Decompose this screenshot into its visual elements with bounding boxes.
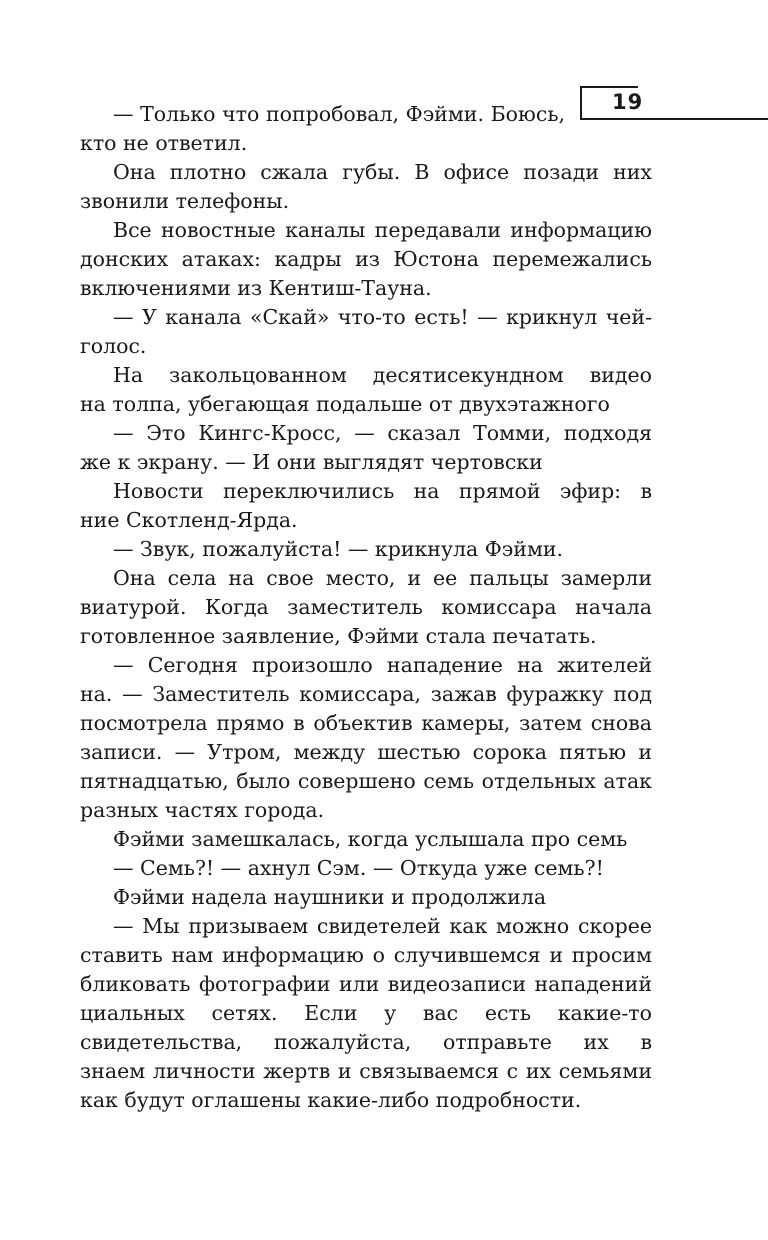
text-line: Новости переключились на прямой эфир: в	[113, 479, 652, 503]
text-line: на. — Заместитель комиссара, зажав фуражку под	[80, 682, 652, 706]
text-line: — Семь?! — ахнул Сэм. — Откуда уже семь?!	[113, 856, 604, 880]
text-line: посмотрела прямо в объектив камеры, затем снова	[80, 711, 652, 735]
text-line: — Сегодня произошло нападение на жителей	[113, 653, 652, 677]
page-number: 19	[612, 90, 644, 114]
text-line: виатурой. Когда заместитель комиссара начала	[80, 595, 652, 619]
body-text	[80, 100, 652, 1115]
text-line: — Звук, пожалуйста! — крикнула Фэйми.	[113, 537, 564, 561]
text-line: кто не ответил.	[80, 131, 248, 155]
text-line: бликовать фотографии или видеозаписи нападений	[80, 972, 652, 996]
text-line: включениями из Кентиш-Тауна.	[80, 276, 432, 300]
text-line: Фэйми надела наушники и продолжила	[113, 885, 547, 909]
text-line: голос.	[80, 334, 147, 358]
text-line: пятнадцатью, было совершено семь отдельных атак	[80, 769, 652, 793]
text-line: ставить нам информацию о случившемся и просим	[80, 943, 652, 967]
text-line: на толпа, убегающая подальше от двухэтажного	[80, 392, 610, 416]
text-line: циальных сетях. Если у вас есть какие-то	[80, 1001, 652, 1025]
text-line: записи. — Утром, между шестью сорока пятью и	[80, 740, 652, 764]
text-line: готовленное заявление, Фэйми стала печатать.	[80, 624, 597, 648]
text-line: Она села на свое место, и ее пальцы замерли	[113, 566, 652, 590]
text-line: — У канала «Скай» что-то есть! — крикнул чей-	[113, 305, 652, 329]
text-line: Все новостные каналы передавали информацию	[113, 218, 652, 242]
text-line: — Мы призываем свидетелей как можно скорее	[113, 914, 652, 938]
text-line: ние Скотленд-Ярда.	[80, 508, 298, 532]
header-rule	[638, 118, 768, 120]
text-line: На закольцованном десятисекундном видео	[113, 363, 652, 387]
text-line: — Только что попробовал, Фэйми. Боюсь,	[113, 102, 565, 126]
text-line: Она плотно сжала губы. В офисе позади них	[113, 160, 652, 184]
text-line: звонили телефоны.	[80, 189, 290, 213]
text-line: как будут оглашены какие-либо подробности.	[80, 1088, 582, 1112]
text-line: же к экрану. — И они выглядят чертовски	[80, 450, 543, 474]
text-line: знаем личности жертв и связываемся с их семьями	[80, 1059, 652, 1083]
text-line: — Это Кингс-Кросс, — сказал Томми, подходя	[113, 421, 652, 445]
text-line: донских атаках: кадры из Юстона перемежались	[80, 247, 652, 271]
text-line: свидетельства, пожалуйста, отправьте их в	[80, 1030, 652, 1054]
text-line: Фэйми замешкалась, когда услышала про семь	[113, 827, 628, 851]
text-line: разных частях города.	[80, 798, 325, 822]
